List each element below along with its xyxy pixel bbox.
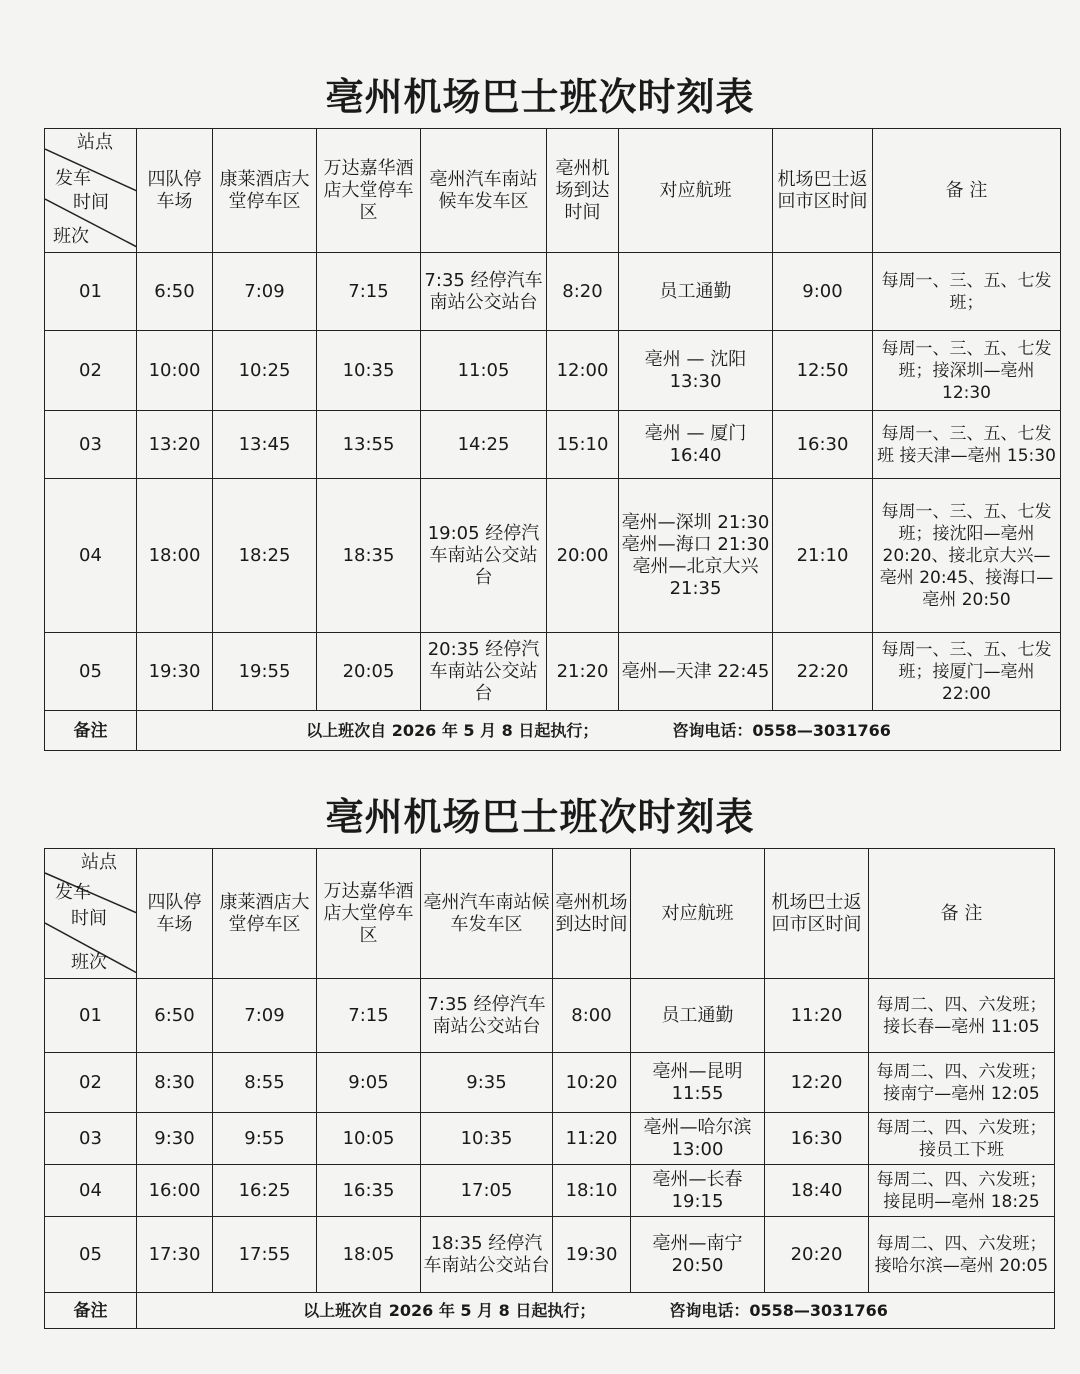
cell-flight: 员工通勤: [631, 979, 765, 1053]
header-return: 机场巴士返回市区时间: [765, 849, 869, 979]
cell-trip-no: 02: [45, 1053, 137, 1113]
cell-arrive: 12:00: [547, 331, 619, 411]
footer-phone: 咨询电话：0558—3031766: [672, 720, 891, 740]
table-row: [45, 979, 1055, 1053]
header-kanglai: 康莱酒店大堂停车区: [213, 849, 317, 979]
table-row: [45, 1165, 1055, 1217]
header-arrive: 亳州机场到达时间: [547, 129, 619, 253]
cell-note: 每周二、四、六发班；接长春—亳州 11:05: [869, 979, 1055, 1053]
cell-return: 18:40: [765, 1165, 869, 1217]
cell-sidui: 13:20: [137, 411, 213, 479]
cell-flight: 亳州—深圳 21:30 亳州—海口 21:30 亳州—北京大兴 21:35: [619, 479, 773, 633]
cell-note: 每周一、三、五、七发班 接天津—亳州 15:30: [873, 411, 1061, 479]
cell-flight: 亳州 — 厦门 16:40: [619, 411, 773, 479]
cell-kanglai: 17:55: [213, 1217, 317, 1293]
cell-nanzhan: 18:35 经停汽车南站公交站台: [421, 1217, 553, 1293]
cell-note: 每周二、四、六发班；接员工下班: [869, 1113, 1055, 1165]
cell-wanda: 10:05: [317, 1113, 421, 1165]
cell-wanda: 18:35: [317, 479, 421, 633]
footer-content: [137, 1293, 1055, 1329]
footer-effective-date: 以上班次自 2026 年 5 月 8 日起执行；: [303, 1300, 596, 1320]
cell-sidui: 17:30: [137, 1217, 213, 1293]
cell-arrive: 20:00: [547, 479, 619, 633]
cell-nanzhan: 7:35 经停汽车南站公交站台: [421, 979, 553, 1053]
cell-kanglai: 7:09: [213, 979, 317, 1053]
cell-arrive: 19:30: [553, 1217, 631, 1293]
cell-return: 21:10: [773, 479, 873, 633]
cell-wanda: 10:35: [317, 331, 421, 411]
cell-sidui: 6:50: [137, 979, 213, 1053]
schedule-title: 亳州机场巴士班次时刻表: [325, 795, 755, 839]
table-row: [45, 1053, 1055, 1113]
footer-row: [45, 1293, 1055, 1329]
schedule-table: [44, 128, 1061, 751]
cell-arrive: 18:10: [553, 1165, 631, 1217]
header-sidui: 四队停车场: [137, 849, 213, 979]
header-return: 机场巴士返回市区时间: [773, 129, 873, 253]
cell-sidui: 18:00: [137, 479, 213, 633]
cell-note: 每周二、四、六发班；接南宁—亳州 12:05: [869, 1053, 1055, 1113]
cell-trip-no: 05: [45, 1217, 137, 1293]
cell-nanzhan: 19:05 经停汽车南站公交站台: [421, 479, 547, 633]
cell-note: 每周一、三、五、七发班；接沈阳—亳州 20:20、接北京大兴—亳州 20:45、接海口—亳州 20:50: [873, 479, 1061, 633]
cell-return: 20:20: [765, 1217, 869, 1293]
cell-flight: 亳州—长春 19:15: [631, 1165, 765, 1217]
cell-sidui: 8:30: [137, 1053, 213, 1113]
header-kanglai: 康莱酒店大堂停车区: [213, 129, 317, 253]
footer-label: 备注: [45, 1293, 137, 1329]
cell-wanda: 16:35: [317, 1165, 421, 1217]
cell-nanzhan: 17:05: [421, 1165, 553, 1217]
cell-arrive: 21:20: [547, 633, 619, 711]
cell-kanglai: 7:09: [213, 253, 317, 331]
cell-nanzhan: 14:25: [421, 411, 547, 479]
cell-nanzhan: 9:35: [421, 1053, 553, 1113]
footer-phone: 咨询电话：0558—3031766: [669, 1300, 888, 1320]
cell-trip-no: 04: [45, 1165, 137, 1217]
corner-header-cell: [45, 849, 137, 979]
cell-kanglai: 18:25: [213, 479, 317, 633]
cell-trip-no: 01: [45, 979, 137, 1053]
cell-kanglai: 10:25: [213, 331, 317, 411]
cell-wanda: 13:55: [317, 411, 421, 479]
cell-arrive: 15:10: [547, 411, 619, 479]
cell-sidui: 6:50: [137, 253, 213, 331]
cell-trip-no: 05: [45, 633, 137, 711]
corner-label-depart: 发车: [55, 882, 91, 903]
cell-sidui: 9:30: [137, 1113, 213, 1165]
cell-note: 每周一、三、五、七发班；: [873, 253, 1061, 331]
table-row: [45, 633, 1061, 711]
cell-flight: 员工通勤: [619, 253, 773, 331]
header-note: 备 注: [869, 849, 1055, 979]
cell-return: 22:20: [773, 633, 873, 711]
cell-wanda: 7:15: [317, 253, 421, 331]
header-sidui: 四队停车场: [137, 129, 213, 253]
cell-arrive: 11:20: [553, 1113, 631, 1165]
corner-header-cell: [45, 129, 137, 253]
corner-label-time: 时间: [71, 908, 107, 929]
cell-return: 16:30: [765, 1113, 869, 1165]
cell-arrive: 8:20: [547, 253, 619, 331]
cell-flight: 亳州—天津 22:45: [619, 633, 773, 711]
header-row: [45, 129, 1061, 253]
cell-note: 每周二、四、六发班；接哈尔滨—亳州 20:05: [869, 1217, 1055, 1293]
table-row: [45, 1113, 1055, 1165]
schedule-title: 亳州机场巴士班次时刻表: [325, 75, 755, 119]
corner-label-station: 站点: [81, 852, 117, 873]
cell-return: 12:20: [765, 1053, 869, 1113]
cell-kanglai: 16:25: [213, 1165, 317, 1217]
header-flight: 对应航班: [631, 849, 765, 979]
table-row: [45, 331, 1061, 411]
cell-return: 11:20: [765, 979, 869, 1053]
cell-kanglai: 8:55: [213, 1053, 317, 1113]
cell-sidui: 16:00: [137, 1165, 213, 1217]
cell-nanzhan: 11:05: [421, 331, 547, 411]
header-wanda: 万达嘉华酒店大堂停车区: [317, 129, 421, 253]
schedule-table: [44, 848, 1055, 1329]
cell-flight: 亳州—昆明 11:55: [631, 1053, 765, 1113]
footer-row: [45, 711, 1061, 751]
header-nanzhan: 亳州汽车南站候车发车区: [421, 129, 547, 253]
footer-effective-date: 以上班次自 2026 年 5 月 8 日起执行；: [306, 720, 599, 740]
corner-label-station: 站点: [77, 132, 113, 153]
table-row: [45, 411, 1061, 479]
header-wanda: 万达嘉华酒店大堂停车区: [317, 849, 421, 979]
cell-sidui: 19:30: [137, 633, 213, 711]
cell-arrive: 8:00: [553, 979, 631, 1053]
cell-flight: 亳州—南宁 20:50: [631, 1217, 765, 1293]
cell-trip-no: 01: [45, 253, 137, 331]
table-row: [45, 479, 1061, 633]
cell-note: 每周一、三、五、七发班；接深圳—亳州 12:30: [873, 331, 1061, 411]
cell-return: 16:30: [773, 411, 873, 479]
cell-nanzhan: 20:35 经停汽车南站公交站台: [421, 633, 547, 711]
header-row: [45, 849, 1055, 979]
cell-return: 12:50: [773, 331, 873, 411]
table-row: [45, 1217, 1055, 1293]
cell-wanda: 18:05: [317, 1217, 421, 1293]
header-flight: 对应航班: [619, 129, 773, 253]
corner-label-depart: 发车: [55, 168, 91, 189]
cell-trip-no: 03: [45, 1113, 137, 1165]
cell-flight: 亳州—哈尔滨 13:00: [631, 1113, 765, 1165]
cell-kanglai: 9:55: [213, 1113, 317, 1165]
cell-wanda: 9:05: [317, 1053, 421, 1113]
table-row: [45, 253, 1061, 331]
footer-content: [137, 711, 1061, 751]
cell-kanglai: 19:55: [213, 633, 317, 711]
cell-note: 每周二、四、六发班；接昆明—亳州 18:25: [869, 1165, 1055, 1217]
header-nanzhan: 亳州汽车南站候车发车区: [421, 849, 553, 979]
cell-nanzhan: 7:35 经停汽车南站公交站台: [421, 253, 547, 331]
cell-trip-no: 04: [45, 479, 137, 633]
footer-label: 备注: [45, 711, 137, 751]
cell-return: 9:00: [773, 253, 873, 331]
cell-wanda: 20:05: [317, 633, 421, 711]
cell-flight: 亳州 — 沈阳 13:30: [619, 331, 773, 411]
corner-label-time: 时间: [73, 192, 109, 213]
cell-arrive: 10:20: [553, 1053, 631, 1113]
cell-wanda: 7:15: [317, 979, 421, 1053]
header-arrive: 亳州机场到达时间: [553, 849, 631, 979]
cell-trip-no: 03: [45, 411, 137, 479]
corner-label-trip: 班次: [71, 952, 107, 973]
cell-nanzhan: 10:35: [421, 1113, 553, 1165]
cell-note: 每周一、三、五、七发班；接厦门—亳州 22:00: [873, 633, 1061, 711]
header-note: 备 注: [873, 129, 1061, 253]
cell-kanglai: 13:45: [213, 411, 317, 479]
cell-trip-no: 02: [45, 331, 137, 411]
corner-label-trip: 班次: [53, 226, 89, 247]
cell-sidui: 10:00: [137, 331, 213, 411]
